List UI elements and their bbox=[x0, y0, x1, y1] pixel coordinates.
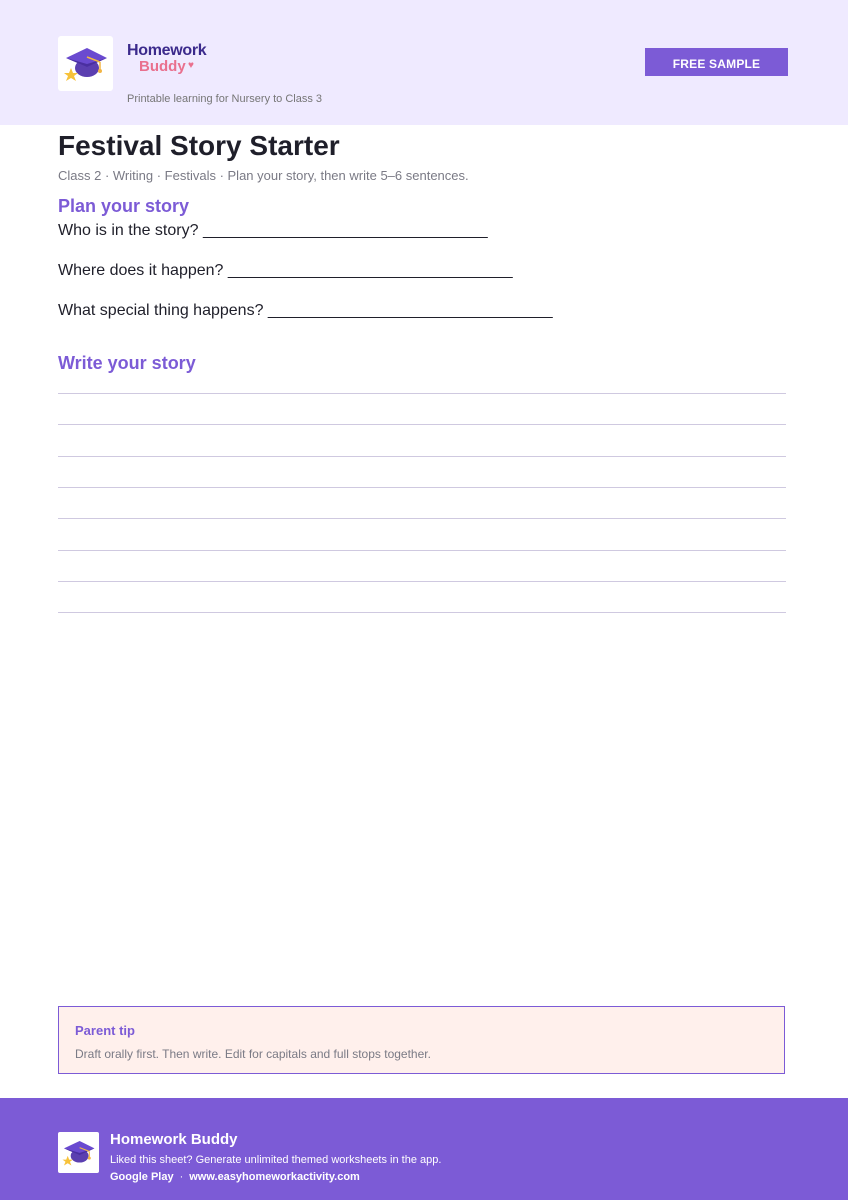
prompt-where: Where does it happen? ________________________________ bbox=[58, 262, 513, 279]
writing-line bbox=[58, 487, 786, 488]
writing-line bbox=[58, 456, 786, 457]
plan-heading: Plan your story bbox=[58, 196, 190, 216]
writing-line bbox=[58, 581, 786, 582]
google-play-link[interactable]: Google Play bbox=[110, 1171, 174, 1183]
writing-line bbox=[58, 550, 786, 551]
graduation-cap-icon bbox=[62, 40, 109, 87]
writing-line bbox=[58, 612, 786, 613]
graduation-cap-icon bbox=[61, 1135, 96, 1170]
prompt-what: What special thing happens? ________________________________ bbox=[58, 302, 553, 319]
write-heading: Write your story bbox=[58, 353, 196, 373]
logo bbox=[58, 36, 113, 91]
writing-line bbox=[58, 518, 786, 519]
page-footer bbox=[0, 1098, 848, 1200]
brand-name-primary: Homework bbox=[127, 42, 207, 59]
footer-logo bbox=[58, 1132, 99, 1173]
footer-separator: · bbox=[179, 1171, 184, 1183]
footer-text: Liked this sheet? Generate unlimited themed worksheets in the app. bbox=[110, 1154, 442, 1166]
footer-brand: Homework Buddy bbox=[110, 1131, 238, 1148]
tip-text: Draft orally first. Then write. Edit for capitals and full stops together. bbox=[75, 1047, 431, 1061]
brand-name-secondary: Buddy bbox=[139, 58, 186, 75]
page-title: Festival Story Starter bbox=[58, 130, 340, 161]
tagline: Printable learning for Nursery to Class 3 bbox=[127, 93, 323, 105]
parent-tip-box bbox=[58, 1006, 785, 1074]
page-subtitle: Class 2 · Writing · Festivals · Plan your story, then write 5–6 sentences. bbox=[58, 168, 469, 183]
heart-icon: ♥ bbox=[188, 60, 194, 71]
website-link[interactable]: www.easyhomeworkactivity.com bbox=[189, 1171, 360, 1183]
writing-line bbox=[58, 424, 786, 425]
free-sample-badge: FREE SAMPLE bbox=[645, 48, 788, 76]
writing-line bbox=[58, 393, 786, 394]
prompt-who: Who is in the story? ________________________________ bbox=[58, 222, 488, 239]
page-header bbox=[0, 0, 848, 125]
footer-links bbox=[110, 1171, 360, 1183]
tip-title: Parent tip bbox=[75, 1023, 135, 1038]
